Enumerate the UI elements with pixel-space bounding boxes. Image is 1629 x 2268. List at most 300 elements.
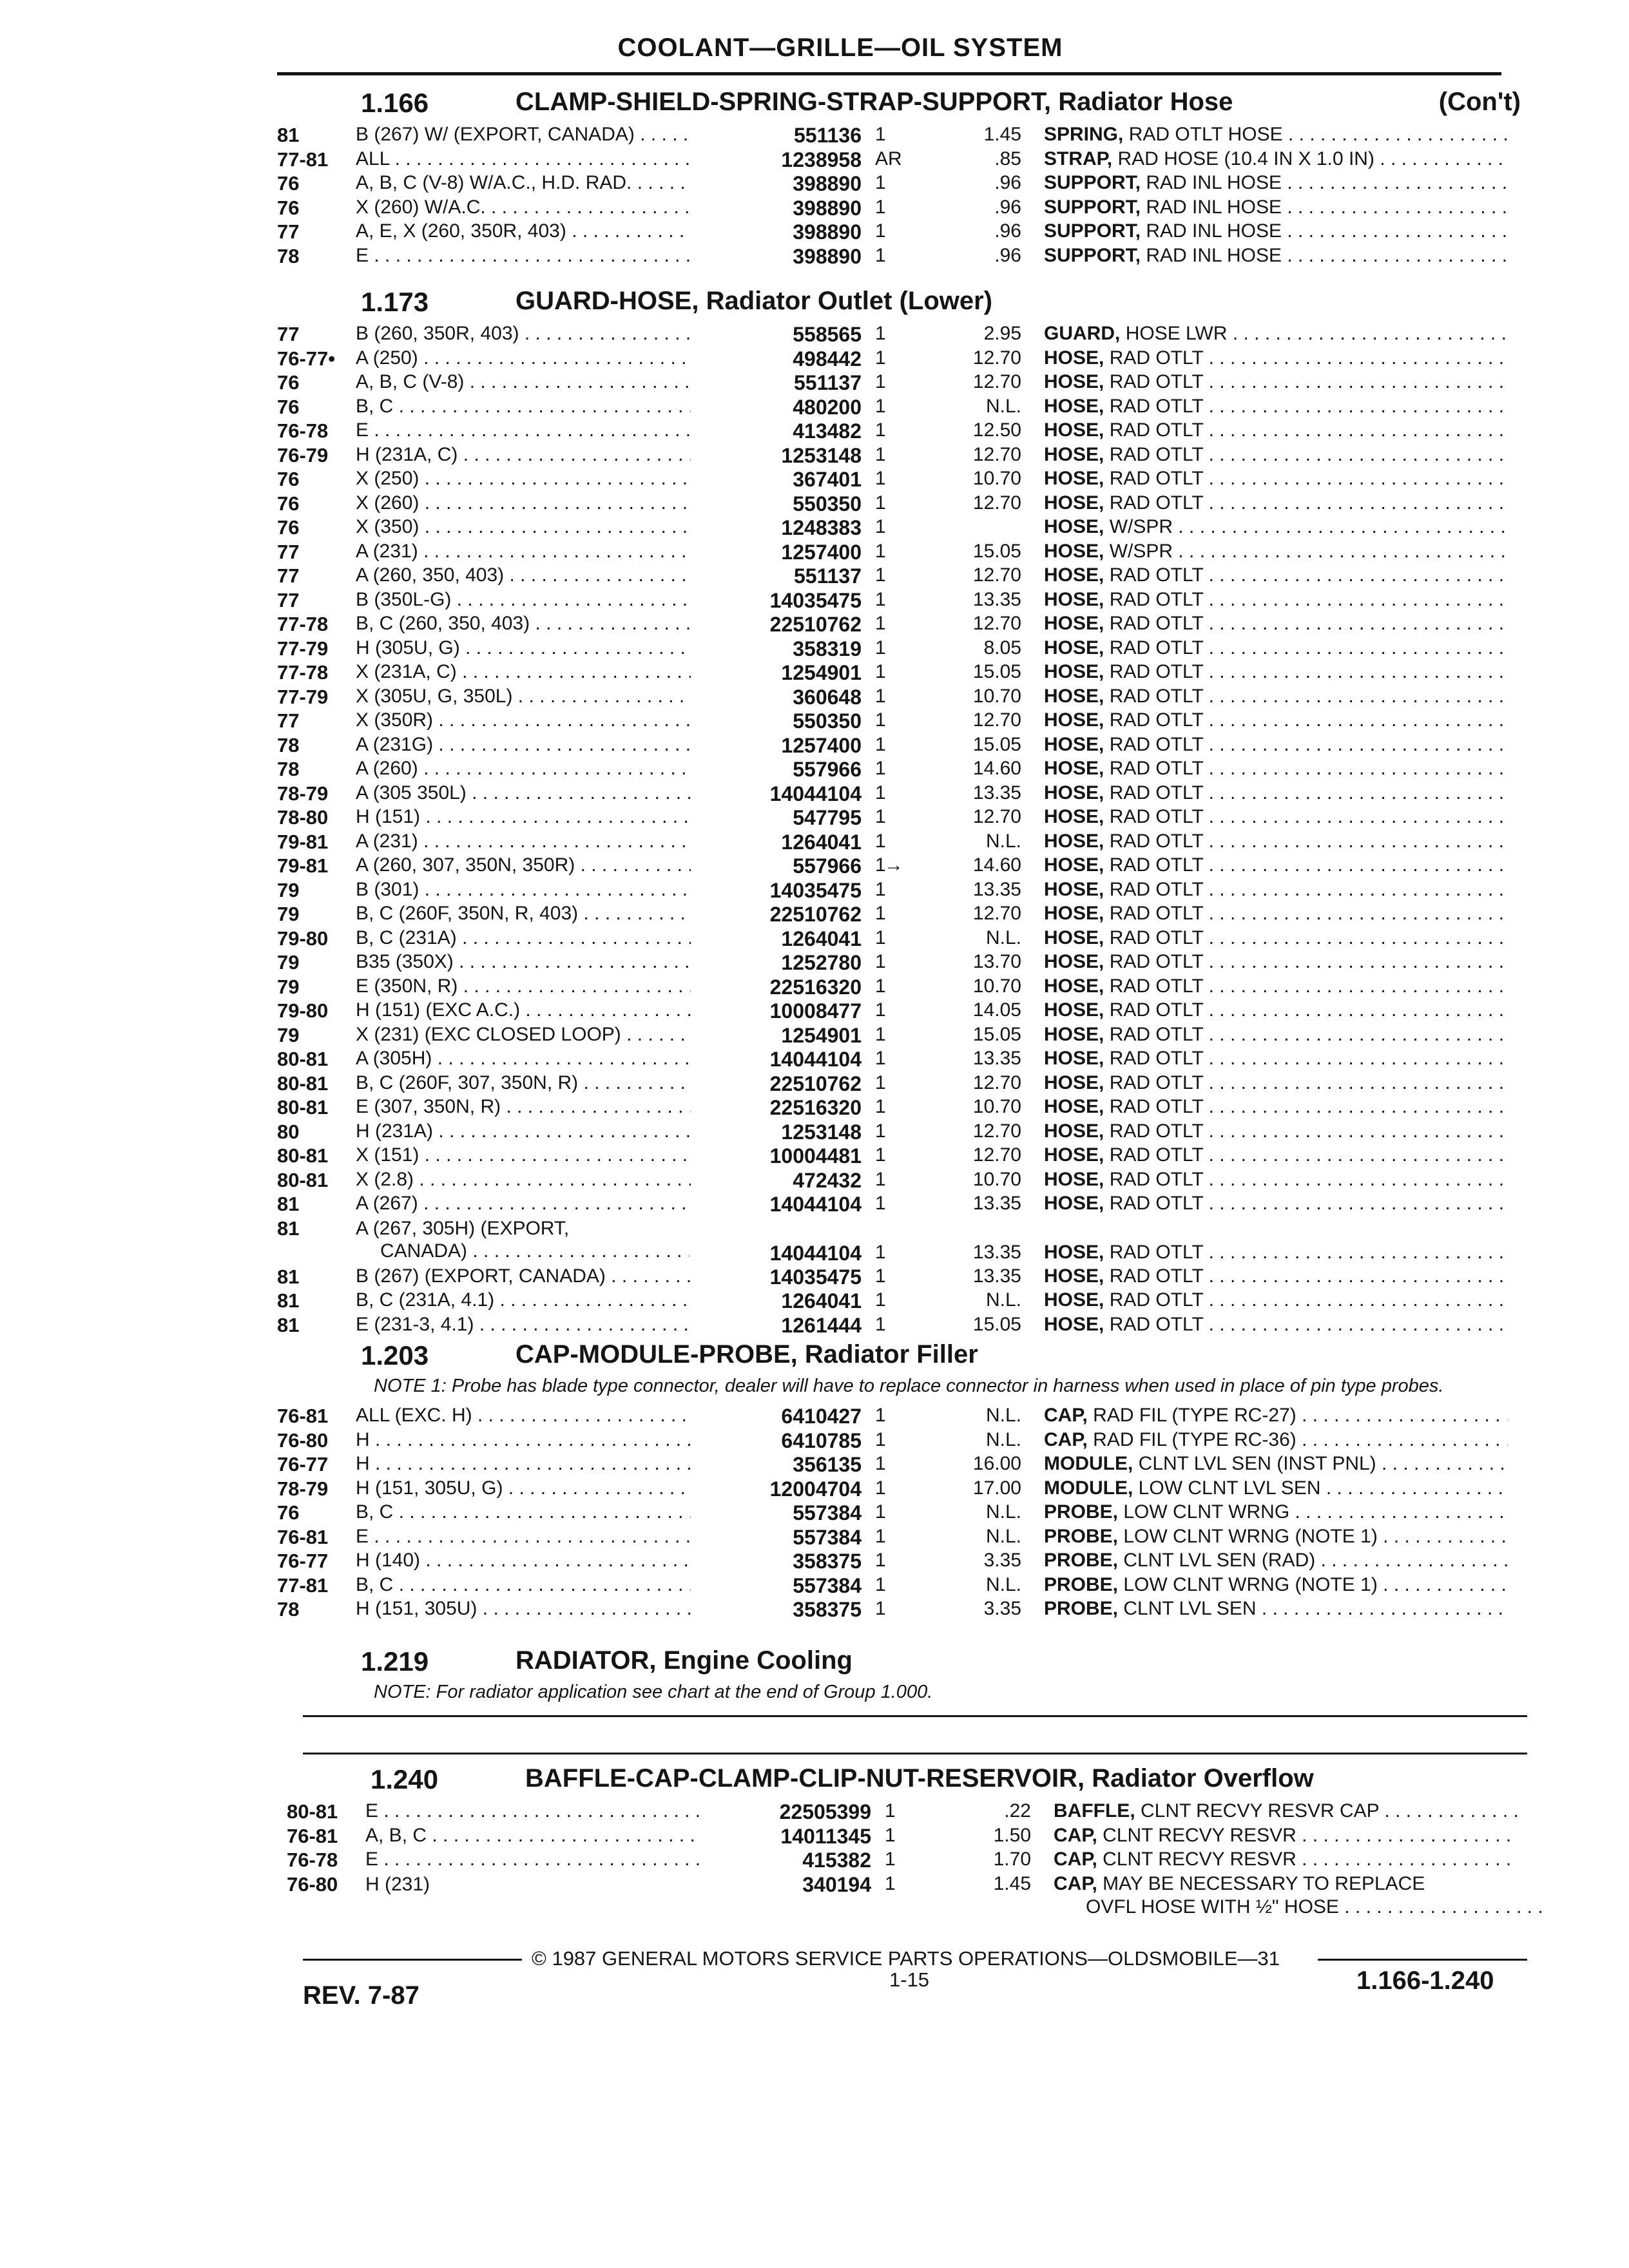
part-number: 398890: [793, 244, 862, 268]
table-row: [277, 1311, 1534, 1336]
description: [1044, 1193, 1508, 1215]
quantity: 1: [885, 1872, 896, 1894]
description: [1044, 1289, 1508, 1311]
table-row: [277, 658, 1534, 683]
model-year: 80-81: [277, 1048, 329, 1070]
model-year: 77-81: [277, 1573, 329, 1597]
quantity: AR: [875, 148, 902, 169]
quantity: 1: [875, 395, 886, 417]
description: [1044, 1265, 1508, 1287]
table-row: [277, 1475, 1534, 1499]
quantity: 1: [875, 637, 886, 658]
description: [1044, 172, 1508, 194]
part-number: 551137: [793, 564, 862, 588]
part-number: 1261444: [781, 1313, 862, 1337]
table-row: [277, 997, 1534, 1021]
description-noun: CAP,: [1054, 1872, 1097, 1894]
price: 12.70: [972, 564, 1021, 586]
part-number: 360648: [793, 685, 862, 709]
price: 3.35: [983, 1598, 1021, 1619]
table-row: [277, 635, 1534, 659]
part-number: 10004481: [769, 1144, 862, 1168]
section-title: GUARD-HOSE, Radiator Outlet (Lower): [516, 287, 993, 315]
description-detail: RAD OTLT: [1109, 1023, 1204, 1045]
part-number: 14044104: [769, 782, 862, 805]
description-noun: SUPPORT,: [1044, 220, 1141, 242]
description-detail: CLNT LVL SEN: [1123, 1598, 1257, 1619]
model-year: 81: [277, 1313, 300, 1336]
price: 14.05: [972, 999, 1021, 1021]
part-number: 557384: [793, 1525, 862, 1549]
part-number: 551136: [793, 124, 862, 147]
model-year: 76: [277, 371, 300, 394]
price: 12.70: [972, 903, 1021, 924]
description-noun: HOSE,: [1044, 395, 1104, 417]
description-noun: HOSE,: [1044, 854, 1104, 876]
section-title: CAP-MODULE-PROBE, Radiator Filler: [516, 1340, 978, 1369]
section-note: NOTE 1: Probe has blade type connector, dealer will have to replace connector in harness when used in place of pin type probes.: [374, 1376, 1444, 1396]
application: E . . .: [365, 1849, 700, 1870]
quantity: 1: [875, 1193, 886, 1214]
model-year: 81: [277, 1193, 300, 1215]
quantity: 1: [875, 878, 886, 900]
price: 15.05: [972, 1023, 1021, 1045]
description-detail: RAD OTLT: [1109, 1096, 1204, 1117]
table-row: [277, 1093, 1534, 1118]
table-row: [277, 1263, 1534, 1287]
quantity: 1: [875, 1313, 886, 1335]
part-number: 1264041: [781, 1289, 862, 1312]
table-row: [277, 218, 1534, 242]
quantity: 1: [875, 613, 886, 634]
quantity: 1: [875, 1428, 886, 1450]
description: [1044, 564, 1508, 586]
description: [1044, 1242, 1508, 1264]
description-noun: CAP,: [1044, 1405, 1088, 1426]
description-noun: HOSE,: [1044, 1265, 1104, 1287]
description-noun: HOSE,: [1044, 1120, 1104, 1142]
application: X (350R) . . .: [356, 709, 691, 731]
application: H (231A, C) . . .: [356, 444, 691, 466]
application: B, C . . .: [356, 1501, 691, 1523]
part-number: 1264041: [781, 830, 862, 854]
description-noun: HOSE,: [1044, 927, 1104, 948]
table-row: [277, 562, 1534, 586]
description-detail: LOW CLNT WRNG: [1123, 1501, 1290, 1523]
model-year: 77-79: [277, 685, 329, 708]
model-year: 76-77: [277, 1453, 329, 1475]
table-row: [277, 1523, 1534, 1548]
price: 13.35: [972, 1193, 1021, 1214]
model-year: 78: [277, 758, 300, 780]
price: 12.70: [972, 1120, 1021, 1142]
application: H (151) . . .: [356, 806, 691, 828]
application: E . . .: [365, 1800, 700, 1822]
table-row: [277, 538, 1534, 562]
description: [1044, 1096, 1508, 1118]
application: A (305H) . . .: [356, 1048, 691, 1070]
quantity: 1: [875, 782, 886, 803]
quantity: 1: [875, 196, 886, 218]
model-year: 79: [277, 1023, 300, 1046]
description-noun: PROBE,: [1044, 1501, 1119, 1523]
table-row: [277, 1021, 1534, 1046]
part-number: 398890: [793, 196, 862, 220]
part-number: 356135: [793, 1453, 862, 1476]
application: A (231G) . . .: [356, 734, 691, 756]
description: [1044, 1144, 1508, 1166]
table-row: [277, 1595, 1534, 1620]
quantity: 1: [875, 999, 886, 1021]
description-detail: RAD OTLT: [1109, 1289, 1204, 1311]
model-year: 76: [277, 516, 300, 539]
description: [1044, 927, 1508, 949]
description-noun: SPRING,: [1044, 124, 1124, 145]
application: X (231) (EXC CLOSED LOOP) . . .: [356, 1024, 691, 1046]
application: X (305U, G, 350L) . . .: [356, 686, 691, 707]
quantity: 1: [875, 1265, 886, 1287]
description-noun: HOSE,: [1044, 443, 1104, 465]
application: H (151, 305U) . . .: [356, 1598, 691, 1620]
divider-rule-bottom: [303, 1753, 1527, 1754]
table-row: [277, 925, 1534, 949]
description-detail: CLNT RECVY RESVR: [1103, 1824, 1296, 1846]
quantity: 1: [875, 709, 886, 731]
description: [1044, 613, 1508, 635]
quantity: 1: [875, 685, 886, 707]
quantity: 1: [875, 1598, 886, 1619]
quantity: 1: [875, 1048, 886, 1069]
price: 10.70: [972, 468, 1021, 489]
section-1173: [277, 287, 1534, 1335]
application-cont: CANADA) . . .: [380, 1240, 689, 1262]
part-number: 550350: [793, 492, 862, 515]
description-detail: RAD OTLT: [1109, 1168, 1204, 1190]
part-number: 413482: [793, 419, 862, 443]
model-year: 76-80: [287, 1872, 338, 1896]
price: 10.70: [972, 1168, 1021, 1190]
description-noun: HOSE,: [1044, 419, 1104, 441]
price: 13.35: [972, 782, 1021, 803]
part-number: 1253148: [781, 443, 862, 467]
quantity: 1: [875, 951, 886, 972]
application: A, B, C . . .: [365, 1825, 700, 1847]
application: B35 (350X) . . .: [356, 951, 691, 973]
table-row: [277, 1070, 1534, 1094]
application: H . . .: [356, 1453, 691, 1475]
description-noun: HOSE,: [1044, 1168, 1104, 1190]
table-row: [287, 1870, 1543, 1919]
description-noun: HOSE,: [1044, 999, 1104, 1021]
application: E . . .: [356, 419, 691, 441]
model-year: 77: [277, 709, 300, 732]
description: [1054, 1873, 1518, 1895]
price: N.L.: [985, 927, 1021, 948]
description-detail: RAD OTLT: [1109, 1048, 1204, 1069]
section-title: CLAMP-SHIELD-SPRING-STRAP-SUPPORT, Radiator Hose: [516, 88, 1233, 116]
price: 8.05: [983, 637, 1021, 658]
description-noun: HOSE,: [1044, 758, 1104, 779]
table-row: [277, 586, 1534, 611]
application: H (140) . . .: [356, 1550, 691, 1571]
price: 12.70: [972, 371, 1021, 392]
description-noun: HOSE,: [1044, 709, 1104, 731]
model-year: 80: [277, 1120, 300, 1143]
part-number: 1252780: [781, 951, 862, 974]
description-detail: CLNT RECVY RESVR: [1103, 1849, 1296, 1870]
description: [1044, 468, 1508, 490]
section-number: 1.166: [361, 88, 429, 118]
description-detail: RAD OTLT: [1109, 830, 1204, 852]
price: .96: [994, 220, 1021, 242]
application: B, C . . .: [356, 1574, 691, 1596]
description: [1044, 1072, 1508, 1094]
application: B, C (260, 350, 403) . . .: [356, 613, 691, 635]
description: [1044, 347, 1508, 369]
model-year: 76-77•: [277, 347, 336, 370]
quantity: 1: [875, 1289, 886, 1311]
description-detail: RAD FIL (TYPE RC-27): [1093, 1405, 1296, 1426]
description-noun: HOSE,: [1044, 806, 1104, 827]
price: 12.70: [972, 347, 1021, 369]
quantity: 1: [875, 830, 886, 852]
table-row: [277, 320, 1534, 345]
description: [1044, 1453, 1508, 1475]
quantity: 1: [875, 1168, 886, 1190]
table-row: [277, 731, 1534, 756]
table-row: [287, 1822, 1543, 1847]
quantity: 1: [875, 564, 886, 586]
part-number: 14044104: [769, 1193, 862, 1216]
application: E (307, 350N, R) . . .: [356, 1096, 691, 1118]
description-noun: HOSE,: [1044, 1241, 1104, 1263]
table-row: [277, 948, 1534, 973]
model-year: 81: [277, 124, 300, 146]
quantity: 1: [875, 124, 886, 145]
description-detail: RAD OTLT: [1109, 371, 1204, 392]
section-1219: [277, 1646, 1534, 1708]
description-detail: RAD OTLT: [1109, 903, 1204, 924]
model-year: 80-81: [287, 1800, 338, 1823]
quantity: 1: [885, 1800, 896, 1821]
quantity: 1: [875, 1550, 886, 1571]
quantity: 1: [875, 1144, 886, 1166]
quantity: 1: [875, 1120, 886, 1142]
price: N.L.: [985, 395, 1021, 417]
part-number: 498442: [793, 347, 862, 370]
description-noun: STRAP,: [1044, 148, 1113, 169]
quantity: 1: [875, 1072, 886, 1093]
table-row: [277, 683, 1534, 707]
part-number: 22516320: [769, 1096, 862, 1119]
part-number: 367401: [793, 468, 862, 491]
section-number: 1.240: [371, 1764, 439, 1794]
table-row: [277, 441, 1534, 466]
description: [1044, 419, 1508, 441]
price: 1.50: [993, 1824, 1031, 1846]
part-number: 14011345: [780, 1824, 871, 1848]
quantity: 1: [875, 758, 886, 779]
part-number: 1254901: [781, 661, 862, 684]
part-number: 398890: [793, 172, 862, 195]
description-detail: RAD INL HOSE: [1146, 196, 1282, 218]
model-year: 77: [277, 540, 300, 563]
model-year: 76: [277, 1501, 300, 1524]
part-number: 14035475: [769, 878, 862, 902]
application: H (151) (EXC A.C.) . . .: [356, 999, 691, 1021]
part-number: 340194: [802, 1872, 871, 1896]
description: [1044, 396, 1508, 418]
description-detail: RAD OTLT: [1109, 1313, 1204, 1335]
description-detail: RAD OTLT: [1109, 854, 1204, 876]
description-noun: HOSE,: [1044, 347, 1104, 369]
section-number: 1.173: [361, 287, 429, 317]
model-year: 76-81: [277, 1525, 329, 1548]
price: 2.95: [983, 323, 1021, 344]
description-noun: HOSE,: [1044, 637, 1104, 658]
model-year: 80-81: [277, 1144, 329, 1167]
table-row: [277, 755, 1534, 780]
table-row: [287, 1846, 1543, 1870]
price: 13.35: [972, 588, 1021, 610]
description-detail: RAD OTLT: [1109, 347, 1204, 369]
table-row: [277, 1190, 1534, 1215]
model-year: 76: [277, 172, 300, 195]
part-number: 551137: [793, 371, 862, 394]
price: 12.70: [972, 443, 1021, 465]
application: ALL . . .: [356, 148, 691, 170]
quantity: 1: [875, 975, 886, 997]
description: [1044, 220, 1508, 242]
quantity: 1: [875, 733, 886, 755]
price: .85: [994, 148, 1021, 169]
quantity: 1: [875, 443, 886, 465]
quantity: 1: [875, 1525, 886, 1547]
price: 14.60: [972, 758, 1021, 779]
description: [1044, 1169, 1508, 1191]
description: [1044, 1550, 1508, 1571]
model-year: 80-81: [277, 1096, 329, 1119]
table-row: [277, 828, 1534, 852]
part-number: 1257400: [781, 540, 862, 564]
model-year: 78: [277, 733, 300, 756]
section-header: [277, 287, 1534, 320]
part-number: 12004704: [769, 1477, 862, 1501]
table-row: [277, 1547, 1534, 1571]
description-detail: RAD FIL (TYPE RC-36): [1093, 1428, 1296, 1450]
part-number: 358375: [793, 1598, 862, 1621]
table-row: [277, 242, 1534, 267]
application: E (231-3, 4.1) . . .: [356, 1314, 691, 1336]
quantity: 1: [885, 1824, 896, 1846]
quantity: 1: [875, 468, 886, 489]
description-detail: RAD OTLT: [1109, 878, 1204, 900]
table-row: [277, 1402, 1534, 1427]
description-noun: HOSE,: [1044, 733, 1104, 755]
description: [1044, 492, 1508, 514]
price: 1.45: [993, 1872, 1031, 1894]
description-noun: HOSE,: [1044, 1144, 1104, 1166]
description-detail: W/SPR: [1109, 540, 1173, 562]
quantity: 1: [875, 1573, 886, 1595]
application: A (267, 305H) (EXPORT,: [356, 1217, 570, 1239]
description-noun: GUARD,: [1044, 323, 1121, 344]
table-row: [277, 345, 1534, 369]
price: 12.50: [972, 419, 1021, 441]
description-noun: HOSE,: [1044, 782, 1104, 803]
quantity: 1: [875, 1501, 886, 1523]
model-year: 77-81: [277, 148, 329, 171]
application: H . . .: [356, 1429, 691, 1451]
model-year: 76: [277, 492, 300, 515]
quantity: 1: [875, 371, 886, 392]
description-noun: HOSE,: [1044, 1289, 1104, 1311]
description-detail: CLNT LVL SEN (INST PNL): [1138, 1453, 1376, 1474]
description-detail: RAD OTLT: [1109, 975, 1204, 997]
part-number: 22505399: [779, 1800, 871, 1823]
quantity: 1: [875, 419, 886, 441]
price: .22: [1004, 1800, 1031, 1821]
description-detail: RAD OTLT: [1109, 1241, 1204, 1263]
description-detail: RAD OTLT: [1109, 1265, 1204, 1287]
application: B, C (260F, 307, 350N, R) . . .: [356, 1072, 691, 1094]
price: 15.05: [972, 661, 1021, 682]
description-detail: RAD OTLT: [1109, 927, 1204, 948]
description-detail: RAD OTLT: [1109, 999, 1204, 1021]
model-year: 78: [277, 1598, 300, 1620]
description-detail: RAD INL HOSE: [1146, 172, 1282, 193]
table-row: [277, 1427, 1534, 1451]
price: N.L.: [985, 1573, 1021, 1595]
part-number: 22510762: [769, 1072, 862, 1095]
price: N.L.: [985, 1525, 1021, 1547]
quantity: 1: [885, 1849, 896, 1870]
price: 10.70: [972, 1096, 1021, 1117]
description: [1044, 197, 1508, 218]
description-detail: RAD OTLT: [1109, 588, 1204, 610]
application: X (151) . . .: [356, 1144, 691, 1166]
application: B (350L-G) . . .: [356, 589, 691, 611]
description-noun: HOSE,: [1044, 951, 1104, 972]
description-detail: LOW CLNT WRNG (NOTE 1): [1123, 1573, 1378, 1595]
part-number: 1248383: [781, 516, 862, 539]
model-year: 79: [277, 951, 300, 974]
part-number: 557966: [793, 758, 862, 781]
price: 12.70: [972, 1072, 1021, 1093]
part-number: 1253148: [781, 1120, 862, 1144]
table-row: [277, 876, 1534, 901]
quantity: 1: [875, 806, 886, 827]
description-detail: RAD OTLT: [1109, 1144, 1204, 1166]
application: A (260) . . .: [356, 758, 691, 780]
model-year: 77: [277, 564, 300, 587]
table-row: [277, 1166, 1534, 1191]
model-year: 78-79: [277, 1477, 329, 1500]
description-noun: HOSE,: [1044, 1096, 1104, 1117]
application: E . . .: [356, 245, 691, 267]
part-number: 557384: [793, 1501, 862, 1524]
description-detail: RAD OTLT: [1109, 468, 1204, 489]
quantity: 1: [875, 903, 886, 924]
description: [1044, 1598, 1508, 1620]
application: A (231) . . .: [356, 831, 691, 852]
quantity: 1: [875, 1453, 886, 1474]
description-detail: LOW CLNT WRNG (NOTE 1): [1123, 1525, 1378, 1547]
description-detail: RAD OTLT: [1109, 661, 1204, 682]
model-year: 78-80: [277, 806, 329, 829]
description-detail: RAD OTLT: [1109, 492, 1204, 514]
description-noun: HOSE,: [1044, 878, 1104, 900]
